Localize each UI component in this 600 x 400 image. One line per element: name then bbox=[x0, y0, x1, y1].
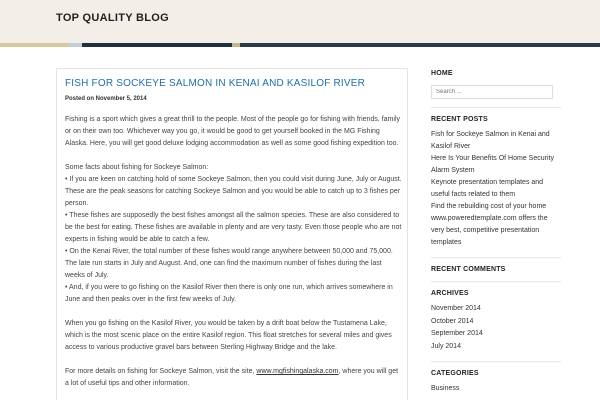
search-input[interactable] bbox=[431, 85, 553, 99]
archive-link[interactable]: October 2014 bbox=[431, 317, 474, 325]
post-footer-prefix: For more details on fishing for Sockeye Salmon, visit the site, bbox=[65, 368, 257, 375]
divider bbox=[431, 281, 561, 282]
post-paragraph: • If you are keen on catching hold of some Sockeye Salmon, then you could visit during June, July or August. These are the peak seasons for catching Sockeye Salmon and you would be able to catch up to 3 fishes per person. bbox=[65, 176, 402, 207]
post-paragraph: • On the Kenai River, the total number of these fishes would range anywhere between 50,000 and 75,000. The late run starts in July and August. And, one can find the maximum number of fishes during the last weeks of July. bbox=[65, 248, 393, 279]
recent-post-link[interactable]: www.poweredtemplate.com offers the very best, competitive presentation templates bbox=[431, 215, 548, 246]
recent-post-link[interactable]: Keynote presentation templates and useful facts related to them bbox=[431, 179, 544, 198]
categories-list bbox=[431, 383, 561, 395]
archives-list bbox=[431, 303, 561, 353]
recent-posts-heading: RECENT POSTS bbox=[431, 116, 488, 123]
recent-post-link[interactable]: Fish for Sockeye Salmon in Kenai and Kasilof River bbox=[431, 131, 550, 150]
archives-heading: ARCHIVES bbox=[431, 290, 469, 297]
site-title[interactable]: TOP QUALITY BLOG bbox=[56, 12, 169, 24]
home-link[interactable]: HOME bbox=[431, 70, 453, 77]
divider bbox=[431, 361, 561, 362]
post-paragraph: Some facts about fishing for Sockeye Salmon: bbox=[65, 164, 209, 171]
post-date: Posted on November 5, 2014 bbox=[65, 96, 147, 102]
external-site-link[interactable]: www.mgfishingalaska.com bbox=[256, 368, 339, 375]
recent-posts-list bbox=[431, 129, 561, 249]
archive-link[interactable]: September 2014 bbox=[431, 330, 483, 337]
divider bbox=[431, 107, 561, 108]
archive-link[interactable]: November 2014 bbox=[431, 305, 481, 312]
recent-comments-heading: RECENT COMMENTS bbox=[431, 266, 506, 273]
post-paragraph bbox=[65, 366, 403, 390]
archive-link[interactable]: July 2014 bbox=[431, 342, 461, 350]
sidebar bbox=[431, 70, 561, 395]
recent-post-link[interactable]: Find the rebuilding cost of your home bbox=[431, 203, 547, 210]
recent-post-link[interactable]: Here Is Your Benefits Of Home Security Alarm System bbox=[431, 155, 554, 174]
divider bbox=[431, 257, 561, 258]
categories-heading: CATEGORIES bbox=[431, 370, 479, 377]
post-footer-suffix: , where you will get a lot of useful tips and other information. bbox=[65, 368, 399, 387]
post-paragraph: • These fishes are supposedly the best fishes amongst all the salmon species. These are also considered to be the best for eating. These fishes are available in plenty and are very tasty. Even those people who are not experts in fishing would be able to catch a few. bbox=[65, 212, 402, 243]
post-body bbox=[65, 114, 403, 400]
post-article bbox=[56, 68, 408, 400]
post-paragraph: • And, if you were to go fishing on the Kasilof River then there is only one run, which arrives somewhere in June and then peaks over in the first few weeks of July. bbox=[65, 284, 393, 303]
post-paragraph: Fishing is a sport which gives a great thrill to the people. Most of the people go for fishing with friends, family or on their own too. Whichever way you go, it would be good to get yourself booked in the MG Fishing Alaska. Here, you will get good deluxe lodging accommodation as well as some good fishing expedition too. bbox=[65, 116, 401, 147]
site-header bbox=[0, 0, 600, 44]
category-link[interactable]: Business bbox=[431, 385, 460, 392]
post-title[interactable]: FISH FOR SOCKEYE SALMON IN KENAI AND KASILOF RIVER bbox=[65, 78, 366, 89]
post-paragraph: When you go fishing on the Kasilof River, you would be taken by a drift boat below the Tustamena Lake, which is the most scenic place on the entire Kasilof region. This float stretches for several miles and gives access to various productive gravel bars between Sterling Highway Bridge and the lake. bbox=[65, 320, 392, 351]
